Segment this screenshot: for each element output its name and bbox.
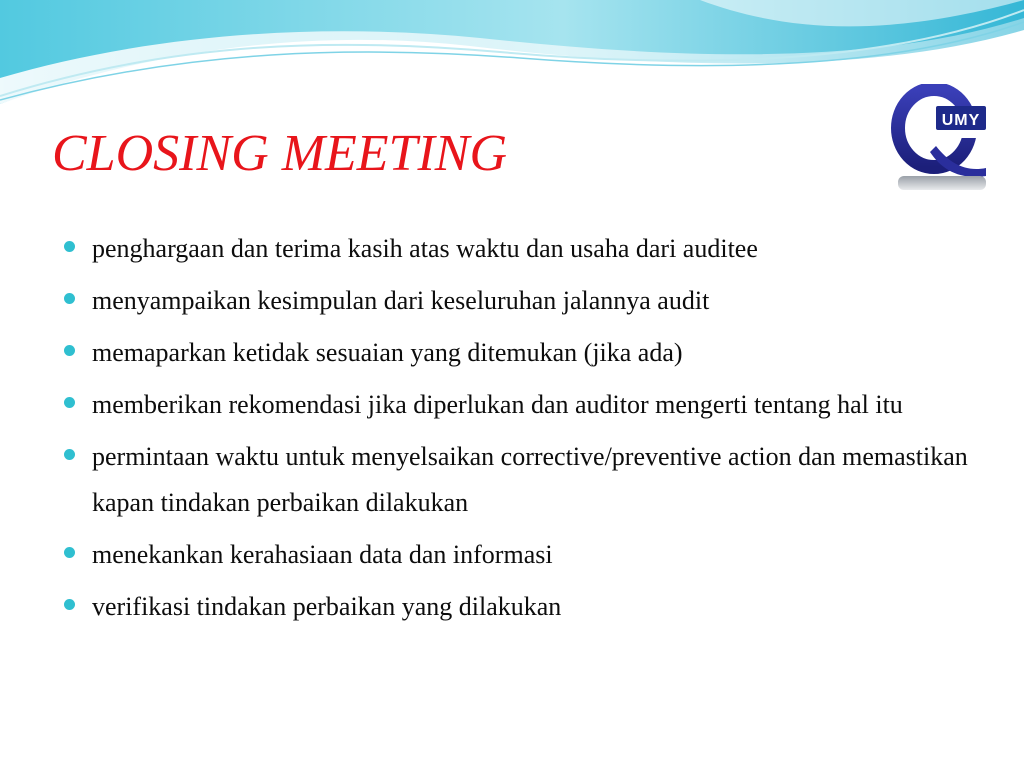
bullet-icon [64, 345, 75, 356]
umy-q-logo [890, 84, 990, 196]
bullet-icon [64, 241, 75, 252]
slide-title: CLOSING MEETING [52, 125, 508, 182]
bullet-item: verifikasi tindakan perbaikan yang dilakukan [62, 584, 972, 630]
bullet-list [62, 226, 972, 636]
bullet-icon [64, 547, 75, 558]
bullet-item: memberikan rekomendasi jika diperlukan dan auditor mengerti tentang hal itu [62, 382, 972, 428]
bullet-item: memaparkan ketidak sesuaian yang ditemukan (jika ada) [62, 330, 972, 376]
header-wave-decoration [0, 0, 1024, 120]
bullet-item: menekankan kerahasiaan data dan informasi [62, 532, 972, 578]
bullet-item: permintaan waktu untuk menyelsaikan corrective/preventive action dan memastikan kapan tindakan perbaikan dilakukan [62, 434, 972, 526]
bullet-icon [64, 449, 75, 460]
bullet-icon [64, 397, 75, 408]
bullet-item: penghargaan dan terima kasih atas waktu dan usaha dari auditee [62, 226, 972, 272]
bullet-item: menyampaikan kesimpulan dari keseluruhan jalannya audit [62, 278, 972, 324]
bullet-icon [64, 599, 75, 610]
logo-text: UMY [941, 112, 981, 129]
bullet-icon [64, 293, 75, 304]
